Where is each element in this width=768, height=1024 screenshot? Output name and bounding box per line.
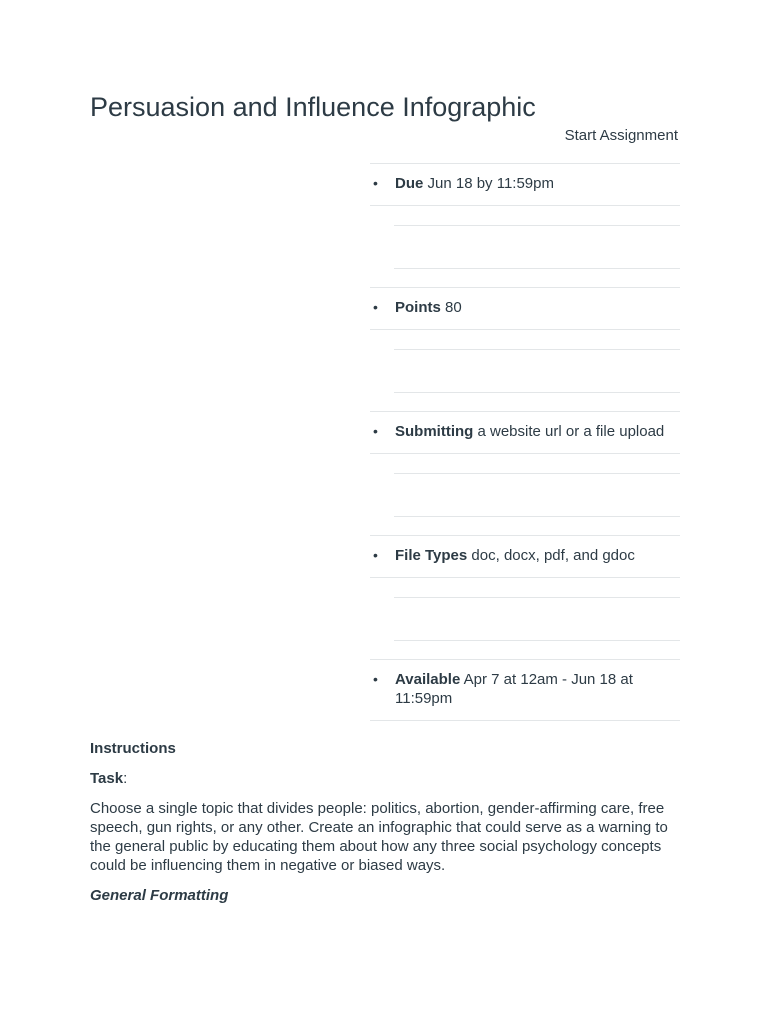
detail-row — [370, 163, 680, 206]
detail-label: Submitting — [395, 423, 474, 440]
task-label-text: Task — [90, 770, 124, 787]
detail-value: doc, docx, pdf, and gdoc — [471, 547, 635, 564]
detail-available — [370, 659, 680, 721]
detail-value: a website url or a file upload — [477, 423, 665, 440]
task-description: Choose a single topic that divides people: politics, abortion, gender-affirming care, free speech, gun rights, or any other. Create an infographic that could serve as a warning to the general public by educating them about how any three social psychology concepts could be influencing them in negative or biased ways. — [90, 800, 668, 874]
empty-row — [394, 473, 680, 517]
detail-file-types — [370, 535, 680, 659]
detail-row — [370, 411, 680, 454]
bullet-icon: • — [373, 423, 378, 439]
instructions-section — [90, 739, 680, 905]
detail-row — [370, 535, 680, 578]
detail-points — [370, 287, 680, 411]
bullet-icon: • — [373, 175, 378, 191]
empty-row — [394, 225, 680, 269]
empty-row — [394, 349, 680, 393]
detail-label: Available — [395, 671, 461, 688]
detail-label: Points — [395, 299, 441, 316]
detail-value: Jun 18 by 11:59pm — [427, 175, 554, 192]
task-colon: : — [123, 770, 128, 787]
detail-label: Due — [395, 175, 424, 192]
start-assignment-button[interactable]: Start Assignment — [564, 127, 678, 144]
detail-value: Apr 7 at 12am - Jun 18 at 11:59pm — [395, 671, 633, 707]
general-formatting-heading: General Formatting — [90, 887, 229, 904]
detail-value: 80 — [445, 299, 462, 316]
bullet-icon: • — [373, 299, 378, 315]
instructions-heading: Instructions — [90, 740, 176, 757]
bullet-icon: • — [373, 547, 378, 563]
empty-row — [394, 597, 680, 641]
detail-label: File Types — [395, 547, 468, 564]
page-title: Persuasion and Influence Infographic — [90, 92, 536, 122]
detail-row — [370, 659, 680, 721]
assignment-details — [370, 163, 680, 721]
detail-due — [370, 163, 680, 287]
bullet-icon: • — [373, 671, 378, 687]
detail-submitting — [370, 411, 680, 535]
detail-row — [370, 287, 680, 330]
task-label — [90, 769, 680, 788]
